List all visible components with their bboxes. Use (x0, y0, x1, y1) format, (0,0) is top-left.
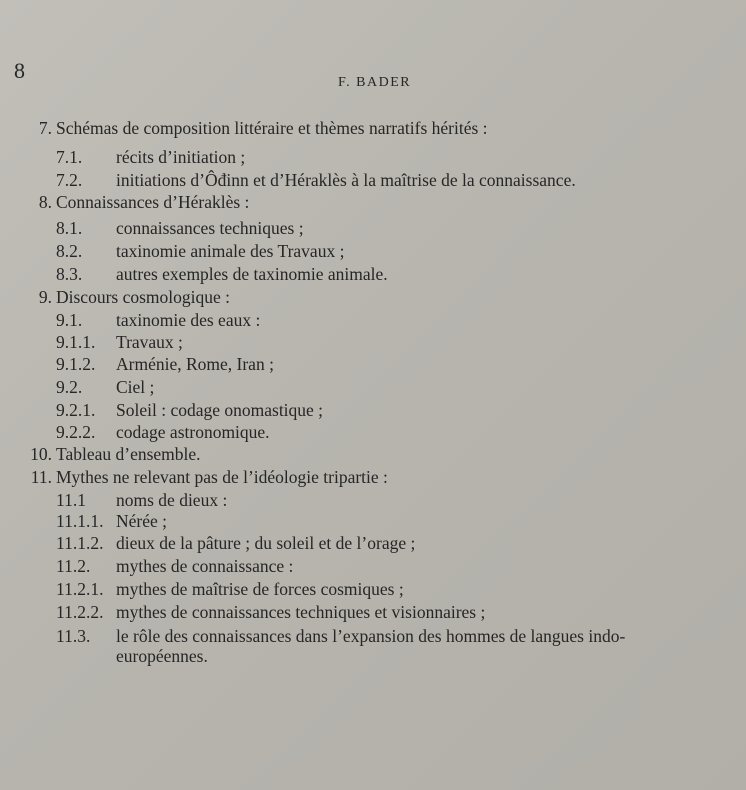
toc-title: Tableau d’ensemble. (56, 444, 201, 464)
toc-title: connaissances techniques ; (116, 218, 304, 238)
toc-number: 11.3. (56, 626, 91, 646)
toc-number: 7.1. (56, 147, 83, 167)
toc-number: 11.2.1. (56, 579, 104, 599)
toc-number: 7.2. (56, 170, 83, 190)
toc-title: Connaissances d’Héraklès : (56, 192, 250, 212)
toc-number: 11.1.2. (56, 533, 104, 553)
toc-number: 9.1.1. (56, 332, 96, 352)
toc-number: 9. (38, 287, 52, 307)
toc-title: initiations d’Ôđinn et d’Héraklès à la maîtrise de la connaissance. (116, 170, 576, 190)
toc-number: 11. (30, 467, 52, 487)
toc-title: mythes de connaissance : (116, 556, 294, 576)
toc-title: Discours cosmologique : (56, 287, 231, 307)
toc-title: le rôle des connaissances dans l’expansion des hommes de langues indo-européennes. (116, 626, 626, 666)
running-head: F. BADER (338, 75, 412, 90)
toc-title: Mythes ne relevant pas de l’idéologie tripartie : (56, 467, 388, 487)
toc-title: Arménie, Rome, Iran ; (116, 354, 274, 374)
toc-number: 8.1. (56, 218, 83, 238)
toc-title: Nérée ; (116, 511, 168, 531)
toc-title: Ciel ; (116, 377, 155, 397)
toc-number: 11.2. (56, 556, 91, 576)
toc-number: 11.2.2. (56, 602, 104, 622)
toc-title: Schémas de composition littéraire et thèmes narratifs hérités : (56, 118, 488, 138)
toc-title: taxinomie des eaux : (116, 310, 261, 330)
toc-number: 8.3. (56, 264, 83, 284)
toc-title: codage astronomique. (116, 422, 270, 442)
page-number: 8 (14, 58, 25, 83)
toc-number: 8.2. (56, 241, 83, 261)
toc-number: 11.1 (56, 490, 86, 510)
toc-title: Soleil : codage onomastique ; (116, 400, 324, 420)
toc-title: noms de dieux : (116, 490, 228, 510)
toc-title: autres exemples de taxinomie animale. (116, 264, 388, 284)
toc-number: 9.1. (56, 310, 83, 330)
toc-number: 11.1.1. (56, 511, 104, 531)
toc-title: mythes de connaissances techniques et visionnaires ; (116, 602, 486, 622)
toc-number: 8. (38, 192, 52, 212)
toc-title: taxinomie animale des Travaux ; (116, 241, 345, 261)
toc-title: dieux de la pâture ; du soleil et de l’orage ; (116, 533, 416, 553)
toc-title: mythes de maîtrise de forces cosmiques ; (116, 579, 404, 599)
toc-number: 9.2.1. (56, 400, 96, 420)
toc-number: 9.2. (56, 377, 83, 397)
toc-title: récits d’initiation ; (116, 147, 246, 167)
toc-number: 7. (38, 118, 52, 138)
toc-title: Travaux ; (116, 332, 183, 352)
toc-number: 10. (30, 444, 52, 464)
toc-number: 9.1.2. (56, 354, 96, 374)
toc-number: 9.2.2. (56, 422, 96, 442)
